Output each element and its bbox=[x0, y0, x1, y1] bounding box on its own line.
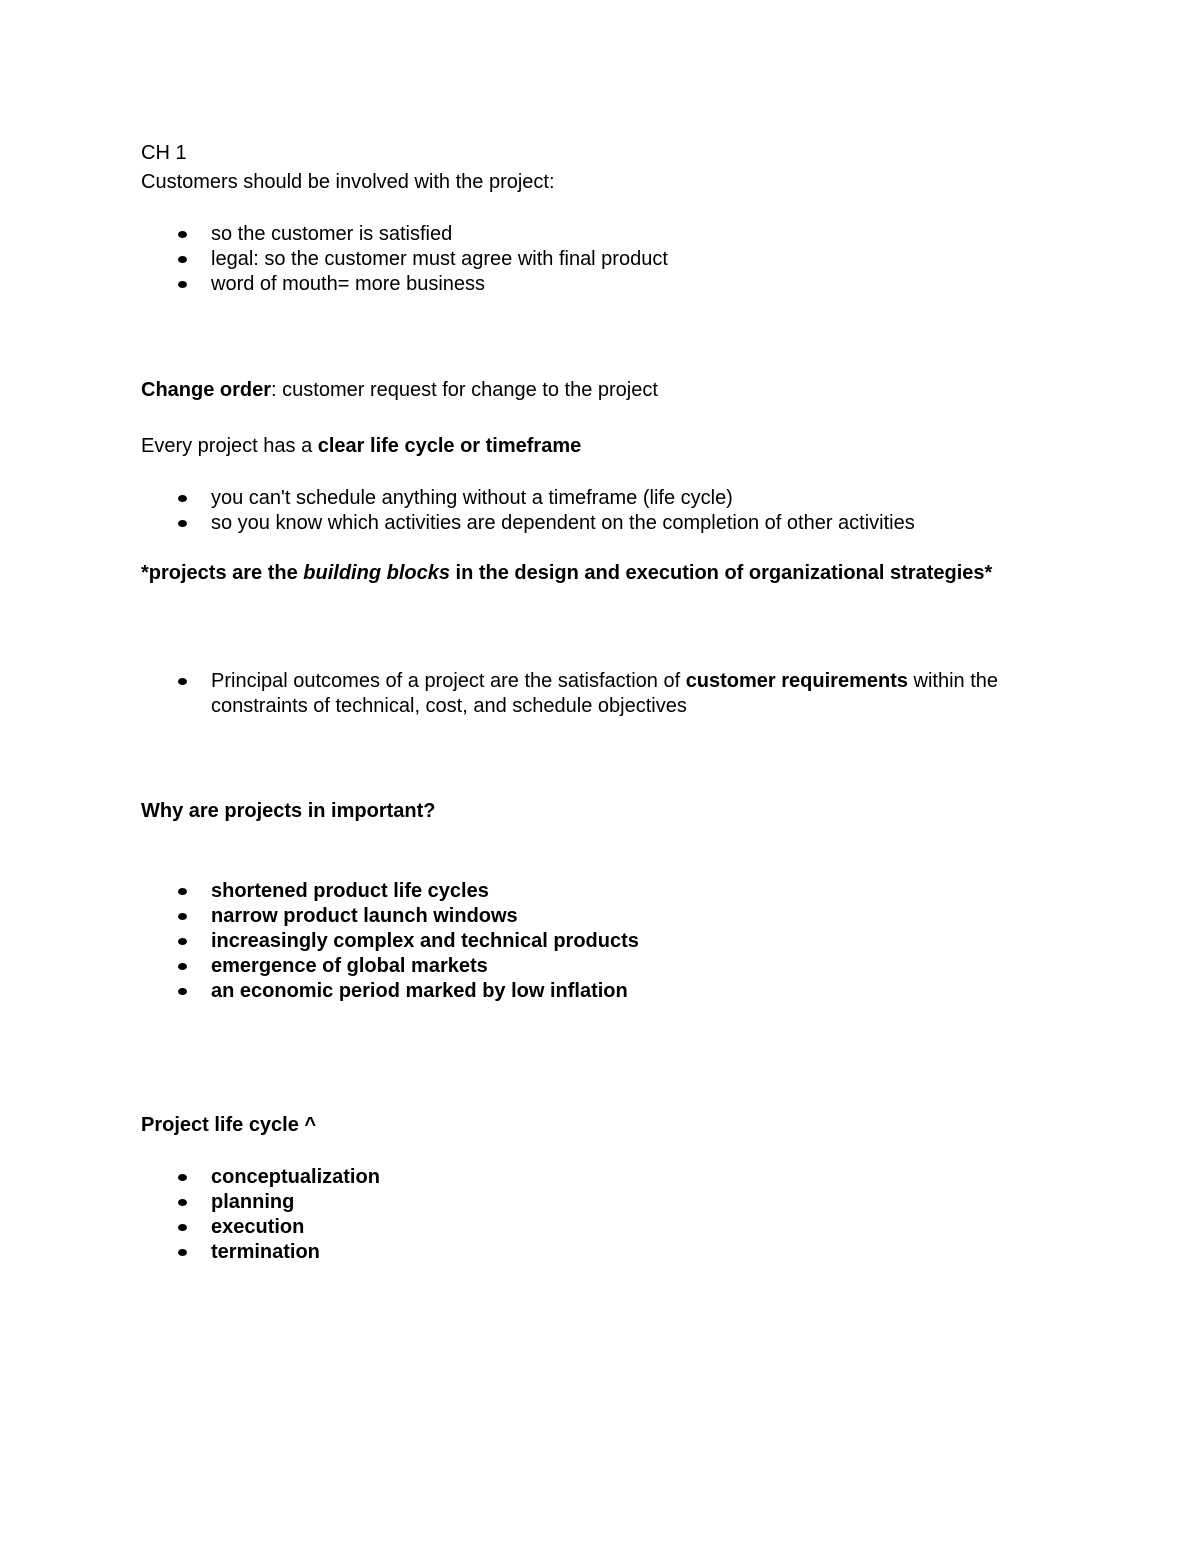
list-item: increasingly complex and technical products bbox=[141, 929, 1051, 954]
list-item: so you know which activities are dependent on the completion of other activities bbox=[141, 511, 1051, 536]
list-item: narrow product launch windows bbox=[141, 904, 1051, 929]
outcomes-bullet-list bbox=[141, 669, 1051, 719]
building-blocks-part1: *projects are the bbox=[141, 562, 304, 584]
list-item bbox=[141, 669, 1051, 719]
list-item: emergence of global markets bbox=[141, 954, 1051, 979]
list-item: word of mouth= more business bbox=[141, 272, 1051, 297]
list-item: an economic period marked by low inflation bbox=[141, 979, 1051, 1004]
outcomes-prefix: Principal outcomes of a project are the satisfaction of bbox=[211, 670, 686, 692]
list-item: planning bbox=[141, 1190, 1051, 1215]
why-important-bullet-list bbox=[141, 879, 1051, 1004]
life-cycle-bullet-list bbox=[141, 486, 1051, 536]
building-blocks-note bbox=[141, 559, 1051, 588]
list-item: termination bbox=[141, 1240, 1051, 1265]
building-blocks-part2: in the design and execution of organizational strategies* bbox=[449, 562, 993, 584]
project-life-cycle-heading: Project life cycle ^ bbox=[141, 1114, 317, 1136]
list-item: conceptualization bbox=[141, 1165, 1051, 1190]
list-item: shortened product life cycles bbox=[141, 879, 1051, 904]
document-page bbox=[141, 141, 1051, 1265]
why-important-heading: Why are projects in important? bbox=[141, 800, 436, 822]
change-order-text: : customer request for change to the project bbox=[271, 379, 658, 401]
outcomes-bold: customer requirements bbox=[685, 670, 908, 692]
list-item: you can't schedule anything without a timeframe (life cycle) bbox=[141, 486, 1051, 511]
change-order-term: Change order bbox=[141, 379, 272, 401]
list-item: so the customer is satisfied bbox=[141, 222, 1051, 247]
customers-bullet-list bbox=[141, 222, 1051, 297]
list-item: execution bbox=[141, 1215, 1051, 1240]
life-cycle-prefix: Every project has a bbox=[141, 435, 318, 457]
change-order-definition bbox=[141, 378, 1051, 403]
customers-intro: Customers should be involved with the project: bbox=[141, 171, 555, 193]
life-cycle-bold: clear life cycle or timeframe bbox=[317, 435, 582, 457]
chapter-title: CH 1 bbox=[141, 142, 187, 164]
project-life-cycle-bullet-list bbox=[141, 1165, 1051, 1265]
building-blocks-italic: building blocks bbox=[303, 562, 450, 584]
life-cycle-statement bbox=[141, 434, 1051, 459]
list-item: legal: so the customer must agree with final product bbox=[141, 247, 1051, 272]
outcomes-suffix: within the constraints of technical, cost, and schedule objectives bbox=[211, 670, 999, 717]
